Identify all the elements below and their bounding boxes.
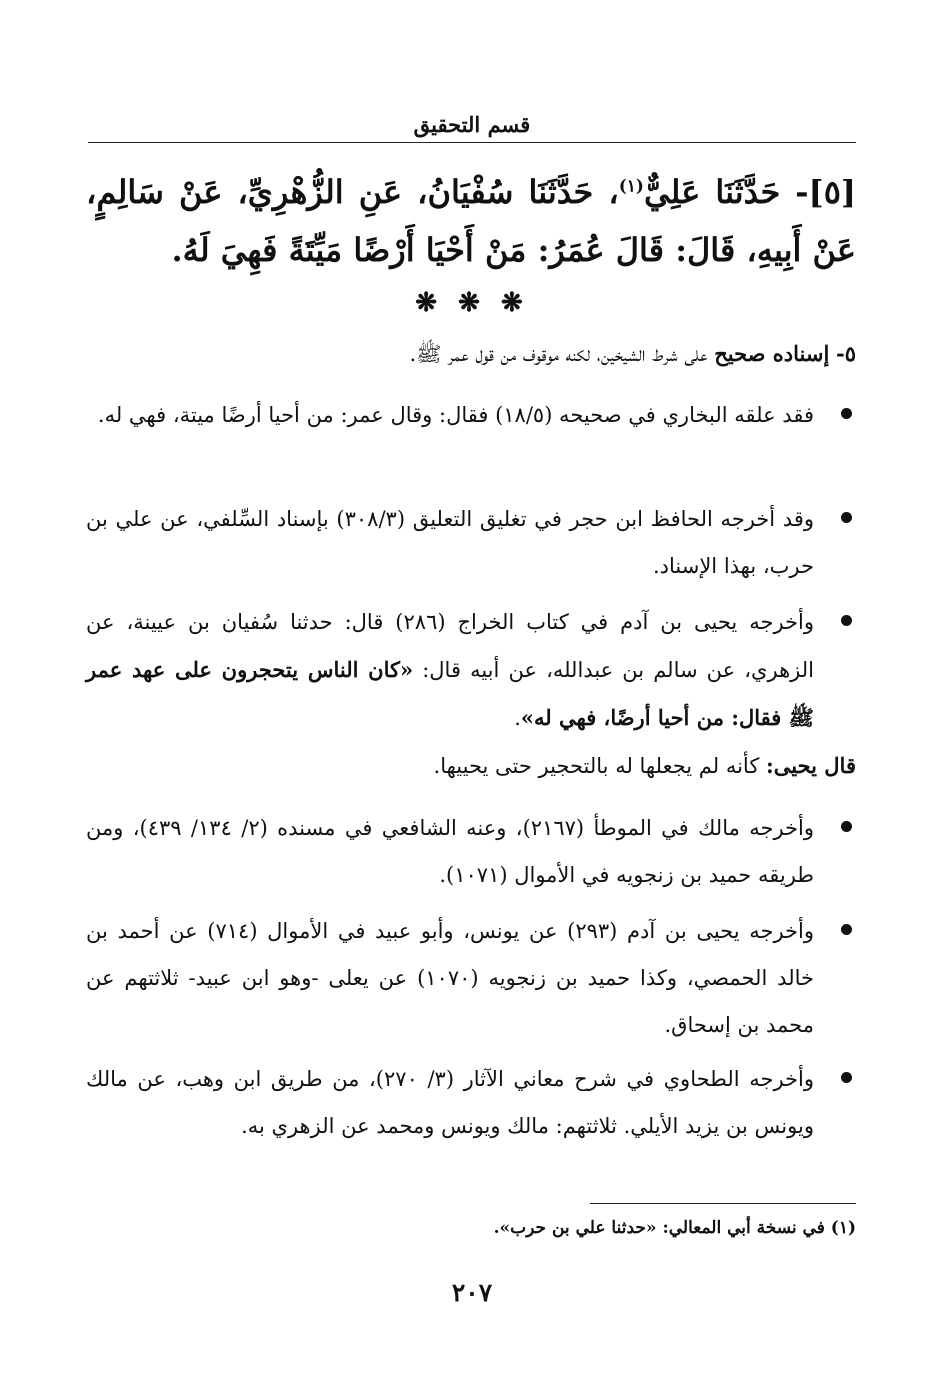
verdict-number: ٥- xyxy=(836,341,856,366)
list-item-text: وأخرجه مالك في الموطأ (٢١٦٧)، وعنه الشافعي في مسنده (٢/ ١٣٤/ ٤٣٩)، ومن طريقه حميد بن زنجويه في الأموال (١٠٧١). xyxy=(86,816,814,887)
list-item xyxy=(86,908,856,1049)
bullet-icon xyxy=(841,1072,852,1083)
yahya-note xyxy=(86,744,856,788)
yahya-text: كأنه لم يجعلها له بالتحجير حتى يحييها. xyxy=(433,754,766,778)
list-item-text: وأخرجه الطحاوي في شرح معاني الآثار (٣/ ٢٧٠)، من طريق ابن وهب، عن مالك ويونس بن يزيد الأيلي. ثلاثتهم: مالك ويونس ومحمد عن الزهري به. xyxy=(86,1067,814,1138)
list-item xyxy=(86,392,856,439)
header-rule xyxy=(88,142,856,143)
footnote-number: (١) xyxy=(830,1218,856,1238)
list-item xyxy=(86,1056,856,1150)
hadith-part1: [٥]- حَدَّثَنَا عَلِيٌّ xyxy=(643,173,857,211)
section-separator: ❋ ❋ ❋ xyxy=(415,288,529,318)
list-item xyxy=(86,496,856,590)
verdict-text: على شرط الشيخين، لكنه موقوف من قول عمر ﷺ. xyxy=(409,342,715,366)
bullet-icon xyxy=(841,408,852,419)
hadith-part2: ، حَدَّثَنَا سُفْيَانُ، عَنِ الزُّهْرِيِّ، عَنْ سَالِمٍ، عَنْ أَبِيهِ، قَالَ: قَالَ عُمَرُ: مَنْ أَحْيَا أَرْضًا مَيِّتَةً فَهِيَ لَهُ. xyxy=(86,173,856,269)
page-number: ٢٠٧ xyxy=(451,1278,493,1307)
bullet-icon xyxy=(841,821,852,832)
verdict-paragraph xyxy=(86,332,856,376)
list-item-text-part: وأخرجه يحيى بن آدم في كتاب الخراج (٢٨٦) قال: حدثنا سُفيان بن عيينة، عن الزهري، عن سالم بن عبدالله، عن أبيه قال: xyxy=(86,610,815,682)
bullet-icon xyxy=(841,615,852,626)
footnote-rule xyxy=(590,1203,856,1204)
list-item-text: فقد علقه البخاري في صحيحه (١٨/٥) فقال: وقال عمر: من أحيا أرضًا ميتة، فهي له. xyxy=(97,403,814,427)
bullet-icon xyxy=(841,512,852,523)
list-item-text xyxy=(86,599,814,742)
verdict-grade: إسناده صحيح xyxy=(714,341,830,366)
list-item xyxy=(86,599,856,742)
quoted-narration: «كان الناس يتحجرون على عهد عمر ﷺ فقال: من أحيا أرضًا، فهي له» xyxy=(86,657,814,730)
running-header: قسم التحقيق xyxy=(413,112,531,137)
footnote-reference: (١) xyxy=(618,176,644,197)
footnote-text: في نسخة أبي المعالي: «حدثنا علي بن حرب». xyxy=(493,1218,831,1238)
list-item-text: وأخرجه يحيى بن آدم (٢٩٣) عن يونس، وأبو عبيد في الأموال (٧١٤) عن أحمد بن خالد الحمصي، وكذا حميد بن زنجويه (١٠٧٠) عن يعلى -وهو ابن عبيد- ثلاثتهم عن محمد بن إسحاق. xyxy=(86,919,815,1037)
list-item xyxy=(86,805,856,899)
list-item-text: وقد أخرجه الحافظ ابن حجر في تغليق التعليق (٣٠٨/٣) بإسناد السِّلفي، عن علي بن حرب، بهذا الإسناد. xyxy=(86,507,814,578)
list-item-text-tail: . xyxy=(514,706,521,730)
hadith-text xyxy=(86,163,856,279)
bullet-icon xyxy=(841,924,852,935)
footnote xyxy=(86,1213,856,1243)
yahya-label: قال يحيى: xyxy=(766,753,856,778)
